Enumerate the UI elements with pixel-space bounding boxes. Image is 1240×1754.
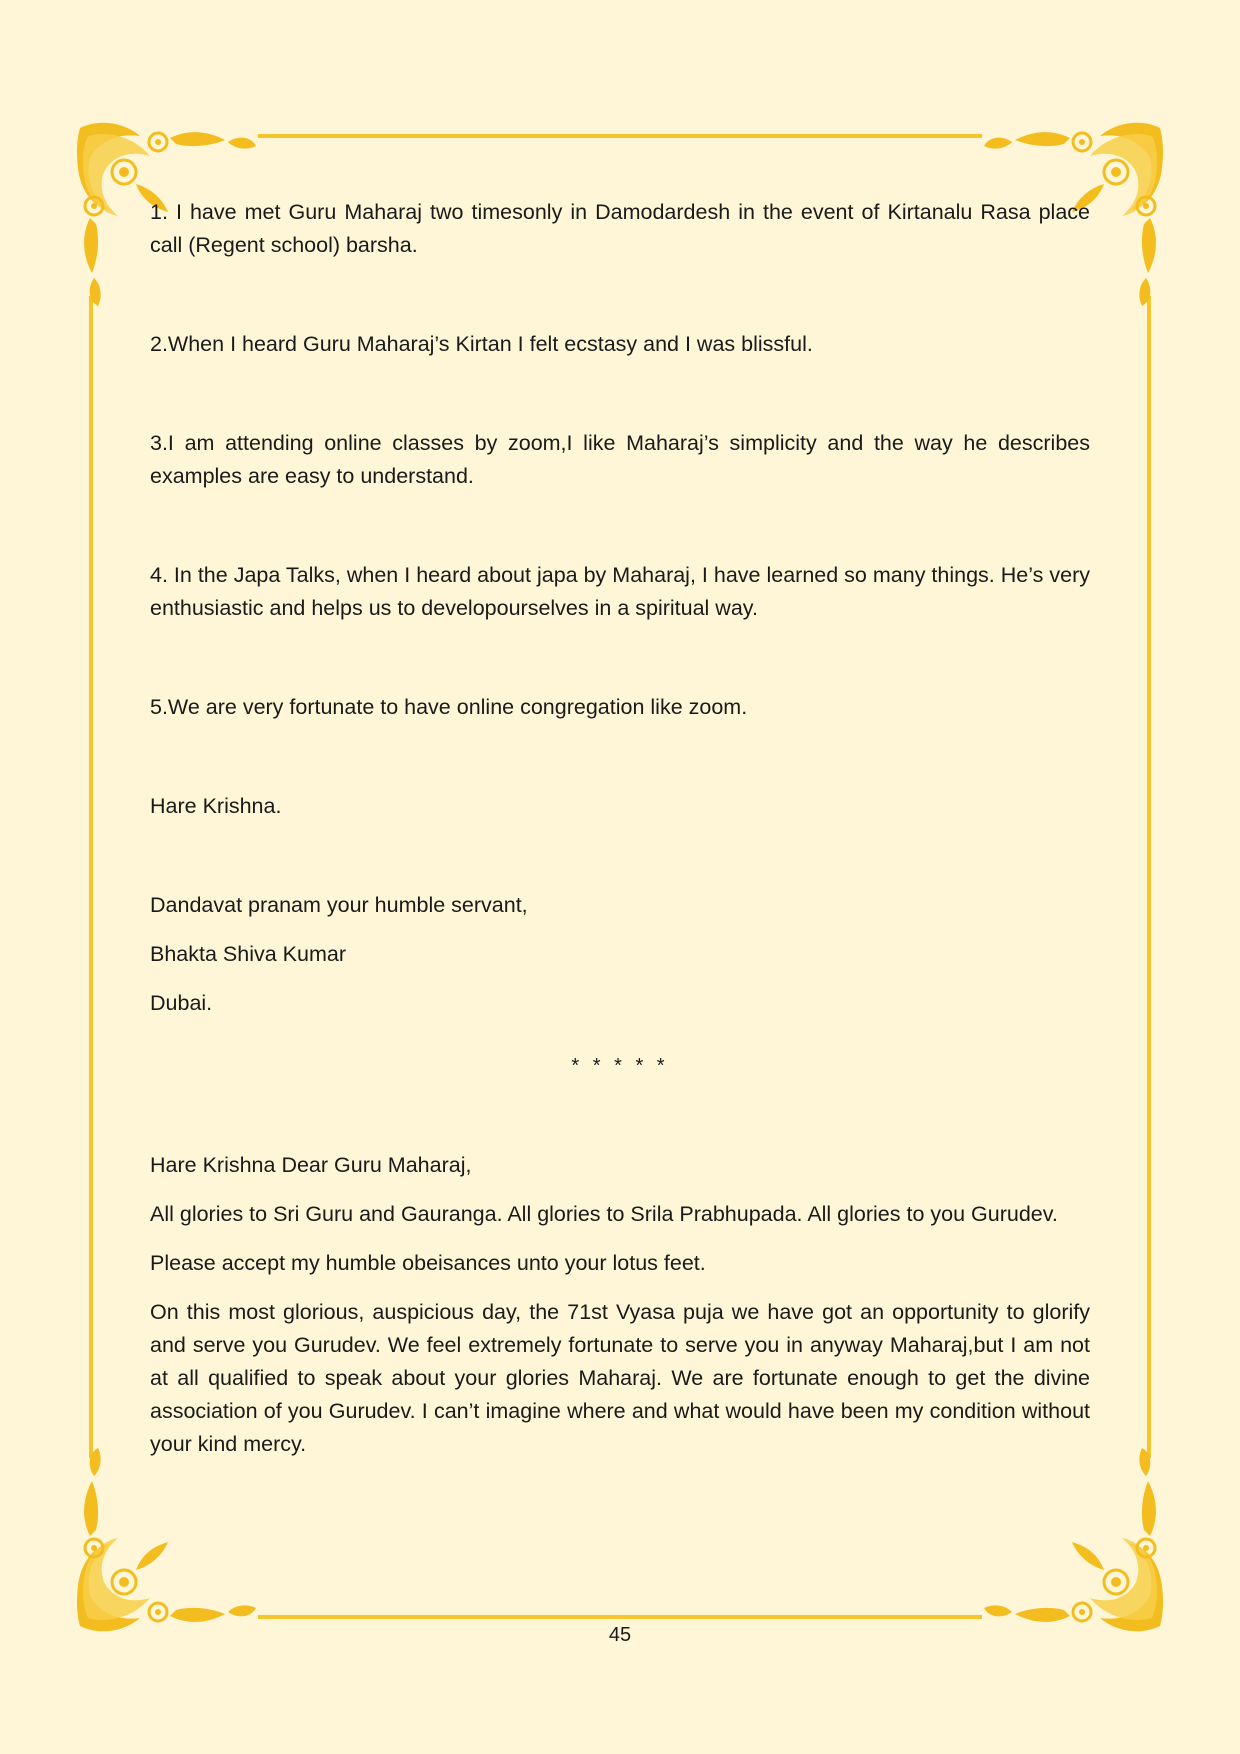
paragraph-4: 4. In the Japa Talks, when I heard about japa by Maharaj, I have learned so many things. He’s very enthusiastic and helps us to developourselves in a spiritual way. [150,563,1090,620]
closing-line: Dandavat pranam your humble servant, [150,893,528,917]
paragraph-3: 3.I am attending online classes by zoom,I like Maharaj’s simplicity and the way he describes examples are easy to understand. [150,431,1090,488]
letter-obeisances: Please accept my humble obeisances unto your lotus feet. [150,1251,706,1275]
paragraph-2: 2.When I heard Guru Maharaj’s Kirtan I felt ecstasy and I was blissful. [150,332,813,356]
page-content [150,196,1090,1461]
paragraph-5: 5.We are very fortunate to have online congregation like zoom. [150,695,748,719]
page-number: 45 [608,1624,632,1646]
section-separator: * * * * * [571,1055,669,1077]
letter-greeting: Hare Krishna Dear Guru Maharaj, [150,1153,472,1177]
letter-glories: All glories to Sri Guru and Gauranga. All glories to Srila Prabhupada. All glories to you Gurudev. [150,1202,1058,1226]
signature-place: Dubai. [150,991,213,1015]
paragraph-hare-krishna: Hare Krishna. [150,794,282,818]
letter-body: On this most glorious, auspicious day, the 71st Vyasa puja we have got an opportunity to glorify and serve you Gurudev. We feel extremely fortunate to serve you in anyway Maharaj,but I am not at all qualified to speak about your glories Maharaj. We are fortunate enough to get the divine association of you Gurudev. I can’t imagine where and what would have been my condition without your kind mercy. [150,1300,1090,1456]
paragraph-1: 1. I have met Guru Maharaj two timesonly in Damodardesh in the event of Kirtanalu Rasa place call (Regent school) barsha. [150,200,1090,257]
signature-name: Bhakta Shiva Kumar [150,942,346,966]
